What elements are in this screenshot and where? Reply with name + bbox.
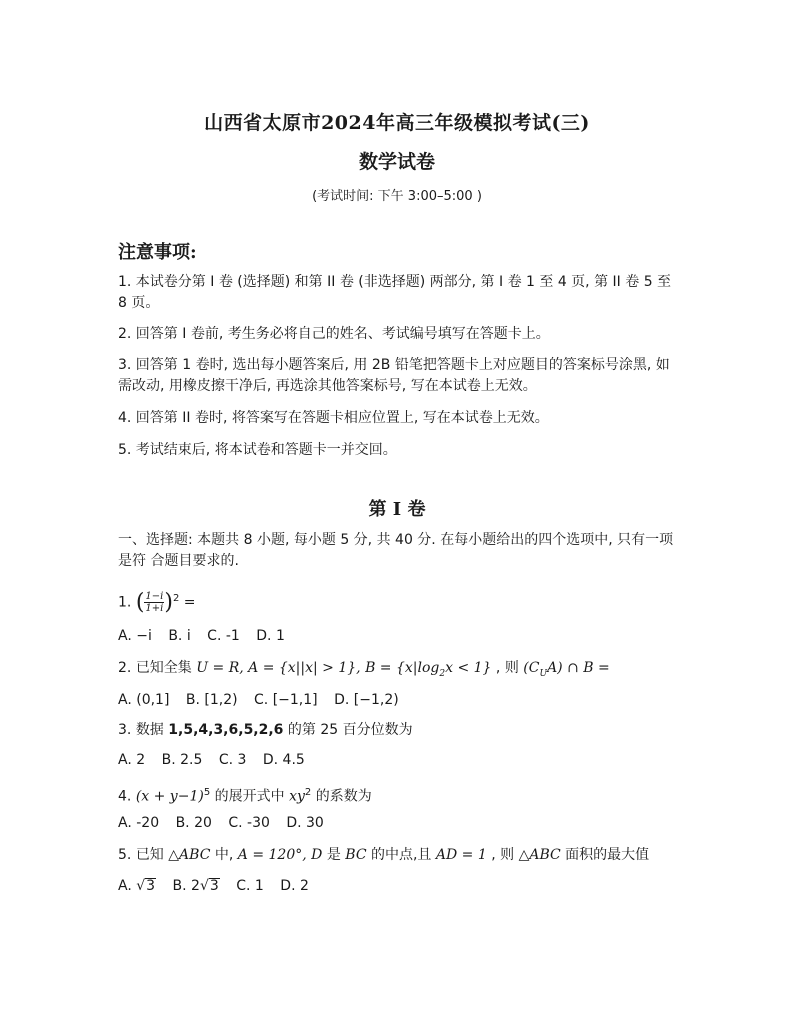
question-2: [118, 658, 738, 685]
page-title: 山西省太原市2024年高三年级模拟考试(三): [204, 112, 590, 134]
complement-subscript: U: [539, 668, 548, 679]
question-number: 3.: [118, 722, 132, 738]
option-a: A. (0,1]: [118, 692, 170, 708]
section-intro: 一、选择题: 本题共 8 小题, 每小题 5 分, 共 40 分. 在每小题给出的四个选项中, 只有一项是符 合题目要求的.: [118, 532, 674, 569]
equals-sign: =: [183, 594, 196, 611]
condition-expression: A = 120°, D: [237, 847, 323, 863]
option-b: B. i: [168, 628, 191, 644]
notice-heading: 注意事项:: [118, 242, 197, 263]
sqrt-radicand: 3: [146, 878, 156, 894]
result-expression-tail: A) ∩ B =: [547, 660, 610, 676]
question-text: 已知: [135, 847, 164, 863]
condition-expression: AD = 1: [435, 847, 487, 863]
result-expression: (C: [523, 660, 540, 676]
question-text: , 则: [495, 660, 519, 676]
exponent: 5: [203, 787, 211, 798]
option-a-label: A.: [118, 878, 132, 894]
binomial-expression: (x + y−1): [135, 788, 204, 805]
option-b: B. 2√3: [172, 878, 219, 894]
question-5: [118, 845, 738, 866]
question-4: [118, 782, 678, 808]
option-c: C. 3: [218, 752, 247, 768]
question-text: 的系数为: [315, 788, 372, 805]
exponent: 2: [172, 593, 180, 604]
option-c: C. -30: [228, 815, 270, 831]
section-title: 第 I 卷: [368, 499, 426, 520]
question-text: 面积的最大值: [565, 847, 650, 863]
option-b: B. 2.5: [161, 752, 203, 768]
question-1-options: [118, 626, 678, 647]
question-1: [118, 588, 678, 614]
option-a: A. 2: [118, 752, 146, 768]
fraction-denominator: 1+i: [145, 603, 164, 615]
question-4-options: [118, 813, 678, 834]
question-text: 中,: [214, 847, 234, 863]
question-text: 数据: [135, 722, 164, 738]
question-number: 1.: [118, 594, 132, 611]
option-b: B. [1,2): [185, 692, 238, 708]
notice-item-4: 4. 回答第 II 卷时, 将答案写在答题卡相应位置上, 写在本试卷上无效。: [118, 410, 549, 426]
triangle-label: △ABC: [518, 847, 561, 863]
option-d: D. 30: [286, 815, 324, 831]
fraction: [144, 591, 164, 614]
option-d: D. 4.5: [262, 752, 305, 768]
sqrt-radicand: 3: [209, 878, 219, 894]
question-3-options: [118, 750, 678, 771]
option-a: A. −i: [118, 628, 152, 644]
option-d: D. 1: [256, 628, 285, 644]
option-a: A. √3: [118, 878, 156, 894]
question-number: 2.: [118, 660, 132, 676]
fraction-numerator: 1−i: [145, 591, 164, 603]
open-paren: (: [135, 590, 145, 616]
question-5-options: [118, 876, 678, 897]
page-subtitle: 数学试卷: [358, 151, 435, 173]
question-text: , 则: [491, 847, 515, 863]
option-c: C. 1: [236, 878, 264, 894]
question-number: 4.: [118, 788, 132, 805]
option-d: D. [−1,2): [334, 692, 399, 708]
data-values: 1,5,4,3,6,5,2,6: [168, 722, 284, 738]
exam-time: (考试时间: 下午 3:00–5:00 ): [312, 189, 482, 204]
option-d: D. 2: [280, 878, 309, 894]
set-expression-tail: x < 1}: [445, 660, 492, 676]
set-expression: U = R, A = {x||x| > 1}, B = {x|log: [196, 660, 440, 676]
question-text: 已知全集: [135, 660, 192, 676]
question-number: 5.: [118, 847, 132, 863]
notice-item-3: 3. 回答第 1 卷时, 选出每小题答案后, 用 2B 铅笔把答题卡上对应题目的答案标号涂黑, 如需改动, 用橡皮擦干净后, 再选涂其他答案标号, 写在本试卷上无效。: [118, 357, 670, 394]
close-paren: ): [164, 590, 173, 616]
exponent: 2: [304, 787, 312, 798]
question-3: [118, 720, 678, 741]
question-text: 是: [326, 847, 341, 863]
notice-item-5: 5. 考试结束后, 将本试卷和答题卡一并交回。: [118, 442, 397, 458]
option-a: A. -20: [118, 815, 160, 831]
option-c: C. -1: [207, 628, 240, 644]
question-text: 的展开式中: [214, 788, 285, 805]
option-c: C. [−1,1]: [254, 692, 318, 708]
notice-item-1: 1. 本试卷分第 I 卷 (选择题) 和第 II 卷 (非选择题) 两部分, 第 I 卷 1 至 4 页, 第 II 卷 5 至 8 页。: [118, 274, 672, 311]
term-expression: xy: [289, 788, 305, 805]
segment-label: BC: [345, 847, 367, 863]
triangle-label: △ABC: [168, 847, 211, 863]
question-text: 的中点,且: [370, 847, 432, 863]
question-2-options: [118, 690, 678, 711]
log-base: 2: [439, 668, 446, 679]
option-b-label: B. 2: [172, 878, 200, 894]
option-b: B. 20: [175, 815, 212, 831]
notice-item-2: 2. 回答第 I 卷前, 考生务必将自己的姓名、考试编号填写在答题卡上。: [118, 326, 550, 342]
question-text: 的第 25 百分位数为: [287, 722, 413, 738]
